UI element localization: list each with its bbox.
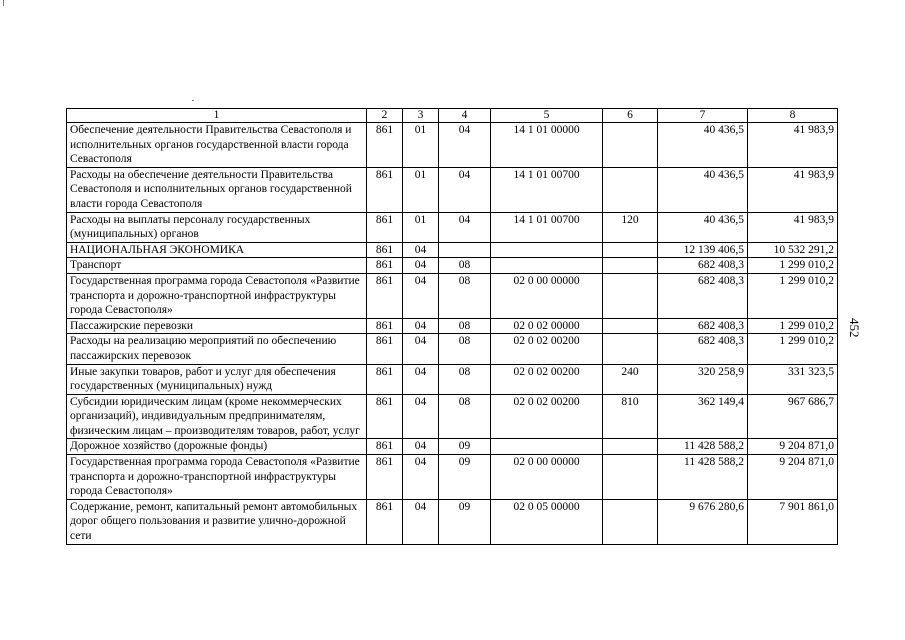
- amount-year2-cell: 331 323,5: [748, 364, 838, 394]
- scan-speck: [192, 100, 194, 101]
- amount-year1-cell: 682 408,3: [658, 334, 748, 364]
- header-cell: 2: [367, 109, 403, 123]
- expense-type-cell: [603, 123, 658, 168]
- razdel-cell: 04: [403, 242, 439, 258]
- vedomstvo-cell: 861: [367, 258, 403, 274]
- target-article-cell: 02 0 00 00000: [491, 273, 603, 318]
- podrazdel-cell: 09: [439, 455, 491, 500]
- table-row: [67, 123, 838, 168]
- vedomstvo-cell: 861: [367, 334, 403, 364]
- podrazdel-cell: [439, 242, 491, 258]
- razdel-cell: 01: [403, 212, 439, 242]
- amount-year2-cell: 1 299 010,2: [748, 318, 838, 334]
- header-cell: 4: [439, 109, 491, 123]
- expense-type-cell: [603, 318, 658, 334]
- amount-year1-cell: 11 428 588,2: [658, 439, 748, 455]
- amount-year1-cell: 9 676 280,6: [658, 499, 748, 544]
- row-name-cell: Обеспечение деятельности Правительства Севастополя и исполнительных органов государственной власти города Севастополя: [67, 123, 367, 168]
- row-name-cell: Дорожное хозяйство (дорожные фонды): [67, 439, 367, 455]
- amount-year1-cell: 12 139 406,5: [658, 242, 748, 258]
- table-row: [67, 273, 838, 318]
- vedomstvo-cell: 861: [367, 123, 403, 168]
- target-article-cell: 14 1 01 00700: [491, 212, 603, 242]
- amount-year1-cell: 11 428 588,2: [658, 455, 748, 500]
- expense-type-cell: 120: [603, 212, 658, 242]
- table-row: [67, 167, 838, 212]
- razdel-cell: 04: [403, 364, 439, 394]
- vedomstvo-cell: 861: [367, 318, 403, 334]
- vedomstvo-cell: 861: [367, 499, 403, 544]
- expense-type-cell: 810: [603, 394, 658, 439]
- row-name-cell: Транспорт: [67, 258, 367, 274]
- row-name-cell: Расходы на выплаты персоналу государственных (муниципальных) органов: [67, 212, 367, 242]
- expense-type-cell: [603, 439, 658, 455]
- row-name-cell: НАЦИОНАЛЬНАЯ ЭКОНОМИКА: [67, 242, 367, 258]
- razdel-cell: 04: [403, 334, 439, 364]
- scan-speck: [3, 0, 4, 6]
- table-row: [67, 242, 838, 258]
- expense-type-cell: [603, 242, 658, 258]
- podrazdel-cell: 08: [439, 273, 491, 318]
- target-article-cell: 02 0 02 00200: [491, 394, 603, 439]
- page-crop-edge: [0, 590, 905, 640]
- header-cell: 5: [491, 109, 603, 123]
- amount-year2-cell: 1 299 010,2: [748, 273, 838, 318]
- podrazdel-cell: 09: [439, 499, 491, 544]
- page-number: 452: [847, 318, 862, 338]
- header-cell: 1: [67, 109, 367, 123]
- razdel-cell: 01: [403, 167, 439, 212]
- podrazdel-cell: 08: [439, 318, 491, 334]
- vedomstvo-cell: 861: [367, 273, 403, 318]
- row-name-cell: Иные закупки товаров, работ и услуг для обеспечения государственных (муниципальных) нужд: [67, 364, 367, 394]
- podrazdel-cell: 04: [439, 212, 491, 242]
- expense-type-cell: [603, 258, 658, 274]
- table-row: [67, 212, 838, 242]
- target-article-cell: [491, 258, 603, 274]
- row-name-cell: Государственная программа города Севастополя «Развитие транспорта и дорожно-транспортной инфраструктуры города Севастополя»: [67, 455, 367, 500]
- razdel-cell: 04: [403, 455, 439, 500]
- expense-type-cell: [603, 499, 658, 544]
- podrazdel-cell: 08: [439, 334, 491, 364]
- razdel-cell: 04: [403, 318, 439, 334]
- table-row: [67, 394, 838, 439]
- vedomstvo-cell: 861: [367, 439, 403, 455]
- amount-year2-cell: 41 983,9: [748, 212, 838, 242]
- podrazdel-cell: 08: [439, 258, 491, 274]
- razdel-cell: 01: [403, 123, 439, 168]
- row-name-cell: Содержание, ремонт, капитальный ремонт автомобильных дорог общего пользования и развитие улично-дорожной сети: [67, 499, 367, 544]
- target-article-cell: [491, 242, 603, 258]
- target-article-cell: 02 0 02 00000: [491, 318, 603, 334]
- podrazdel-cell: 08: [439, 394, 491, 439]
- podrazdel-cell: 08: [439, 364, 491, 394]
- expense-type-cell: [603, 167, 658, 212]
- amount-year2-cell: 10 532 291,2: [748, 242, 838, 258]
- table-row: [67, 439, 838, 455]
- expense-type-cell: [603, 455, 658, 500]
- vedomstvo-cell: 861: [367, 364, 403, 394]
- amount-year1-cell: 40 436,5: [658, 212, 748, 242]
- target-article-cell: 14 1 01 00700: [491, 167, 603, 212]
- target-article-cell: 02 0 02 00200: [491, 364, 603, 394]
- row-name-cell: Пассажирские перевозки: [67, 318, 367, 334]
- amount-year2-cell: 9 204 871,0: [748, 439, 838, 455]
- vedomstvo-cell: 861: [367, 455, 403, 500]
- amount-year2-cell: 41 983,9: [748, 167, 838, 212]
- header-cell: 7: [658, 109, 748, 123]
- amount-year1-cell: 682 408,3: [658, 258, 748, 274]
- amount-year1-cell: 320 258,9: [658, 364, 748, 394]
- table-row: [67, 455, 838, 500]
- amount-year1-cell: 40 436,5: [658, 123, 748, 168]
- amount-year2-cell: 1 299 010,2: [748, 258, 838, 274]
- table-row: [67, 334, 838, 364]
- table-row: [67, 318, 838, 334]
- vedomstvo-cell: 861: [367, 394, 403, 439]
- expense-type-cell: [603, 334, 658, 364]
- podrazdel-cell: 09: [439, 439, 491, 455]
- row-name-cell: Расходы на реализацию мероприятий по обеспечению пассажирских перевозок: [67, 334, 367, 364]
- podrazdel-cell: 04: [439, 123, 491, 168]
- amount-year2-cell: 1 299 010,2: [748, 334, 838, 364]
- amount-year2-cell: 9 204 871,0: [748, 455, 838, 500]
- target-article-cell: 02 0 05 00000: [491, 499, 603, 544]
- vedomstvo-cell: 861: [367, 212, 403, 242]
- razdel-cell: 04: [403, 439, 439, 455]
- razdel-cell: 04: [403, 258, 439, 274]
- table-row: [67, 258, 838, 274]
- row-name-cell: Государственная программа города Севастополя «Развитие транспорта и дорожно-транспортной инфраструктуры города Севастополя»: [67, 273, 367, 318]
- amount-year1-cell: 682 408,3: [658, 318, 748, 334]
- header-cell: 3: [403, 109, 439, 123]
- amount-year1-cell: 40 436,5: [658, 167, 748, 212]
- amount-year1-cell: 682 408,3: [658, 273, 748, 318]
- table-row: [67, 499, 838, 544]
- row-name-cell: Субсидии юридическим лицам (кроме некоммерческих организаций), индивидуальным предпринимателям, физическим лицам – производителям товаров, работ, услуг: [67, 394, 367, 439]
- budget-table: [66, 108, 838, 545]
- vedomstvo-cell: 861: [367, 167, 403, 212]
- target-article-cell: [491, 439, 603, 455]
- target-article-cell: 02 0 00 00000: [491, 455, 603, 500]
- podrazdel-cell: 04: [439, 167, 491, 212]
- target-article-cell: 02 0 02 00200: [491, 334, 603, 364]
- amount-year2-cell: 7 901 861,0: [748, 499, 838, 544]
- razdel-cell: 04: [403, 273, 439, 318]
- row-name-cell: Расходы на обеспечение деятельности Правительства Севастополя и исполнительных органов государственной власти города Севастополя: [67, 167, 367, 212]
- razdel-cell: 04: [403, 394, 439, 439]
- expense-type-cell: [603, 273, 658, 318]
- amount-year2-cell: 41 983,9: [748, 123, 838, 168]
- header-cell: 8: [748, 109, 838, 123]
- table-row: [67, 364, 838, 394]
- table-header-row: [67, 109, 838, 123]
- vedomstvo-cell: 861: [367, 242, 403, 258]
- expense-type-cell: 240: [603, 364, 658, 394]
- razdel-cell: 04: [403, 499, 439, 544]
- amount-year2-cell: 967 686,7: [748, 394, 838, 439]
- header-cell: 6: [603, 109, 658, 123]
- amount-year1-cell: 362 149,4: [658, 394, 748, 439]
- target-article-cell: 14 1 01 00000: [491, 123, 603, 168]
